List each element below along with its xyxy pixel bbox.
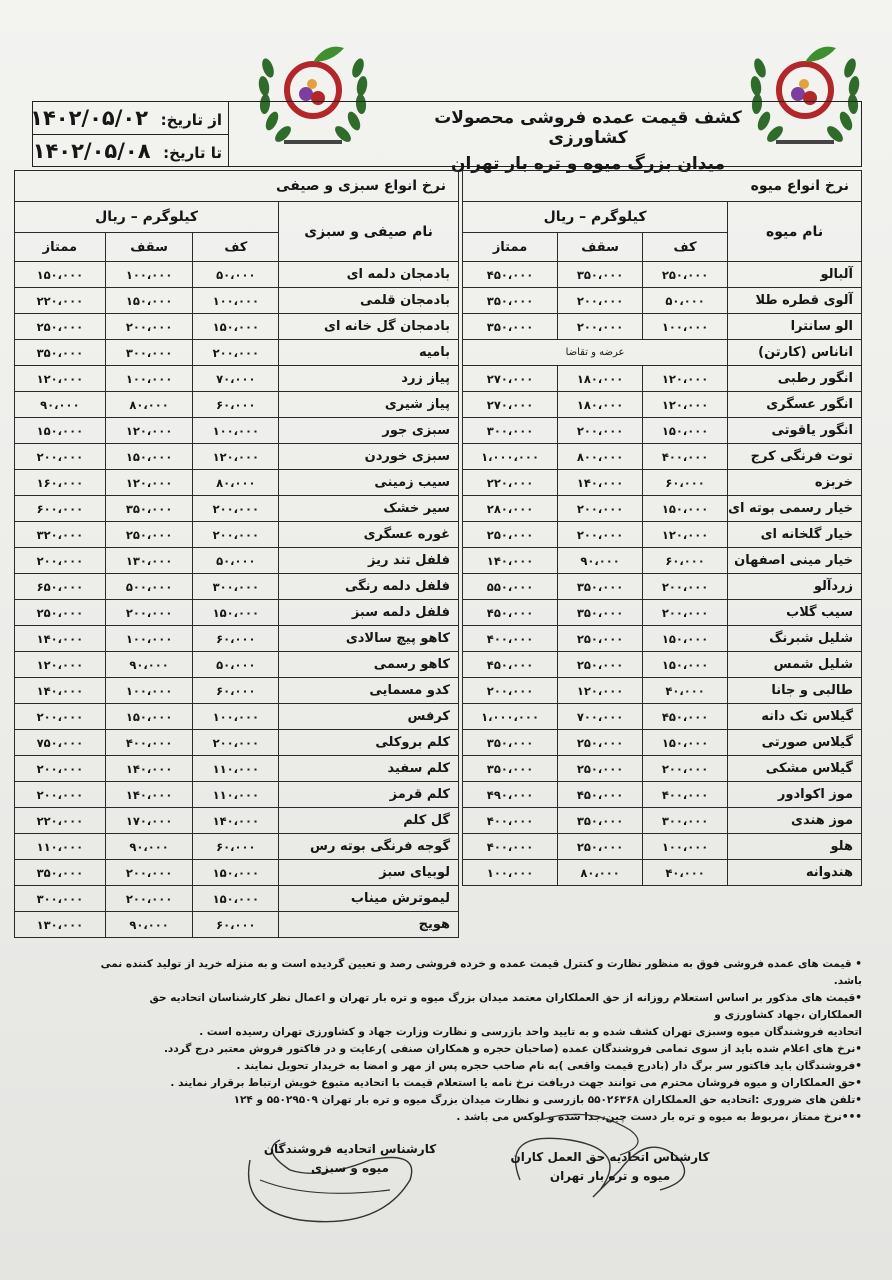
veg-price-premium-cell: ۳۰۰،۰۰۰ [15, 886, 106, 912]
fruit-price-premium-cell: ۱۴۰،۰۰۰ [463, 548, 558, 574]
fruit-price-min-cell: ۱۵۰،۰۰۰ [643, 730, 728, 756]
fruit-price-premium-cell: ۲۸۰،۰۰۰ [463, 496, 558, 522]
fruit-name-cell: موز هندی [728, 808, 862, 834]
veg-price-min-cell: ۱۵۰،۰۰۰ [193, 314, 279, 340]
fruit-table-row [463, 704, 862, 730]
veg-name-cell: سبزی خوردن [279, 444, 459, 470]
veg-price-max-cell: ۱۵۰،۰۰۰ [105, 444, 193, 470]
fruit-table-row [463, 756, 862, 782]
fruit-price-max-cell: ۷۰۰،۰۰۰ [558, 704, 643, 730]
veg-name-cell: گل کلم [279, 808, 459, 834]
fruit-name-cell: توت فرنگی کرج [728, 444, 862, 470]
veg-table-row [15, 522, 459, 548]
fruit-name-cell: گیلاس مشکی [728, 756, 862, 782]
report-title [413, 108, 763, 174]
footnote-line: • قیمت های عمده فروشی فوق به منظور نظارت و کنترل قیمت عمده و خرده فروشی رصد و تعیین گردیده است و به منزله خرید از تولید کننده نمی باشد. [100, 958, 862, 987]
veg-table-row [15, 678, 459, 704]
fruit-name-cell: آلوی قطره طلا [728, 288, 862, 314]
fruit-price-max-cell: ۲۰۰،۰۰۰ [558, 496, 643, 522]
veg-price-min-cell: ۶۰،۰۰۰ [193, 834, 279, 860]
fruit-price-min-cell: ۲۰۰،۰۰۰ [643, 574, 728, 600]
veg-price-max-cell: ۱۰۰،۰۰۰ [105, 262, 193, 288]
date-range [30, 102, 229, 166]
fruit-price-premium-cell: ۲۰۰،۰۰۰ [463, 678, 558, 704]
fruit-price-premium-cell: ۴۹۰،۰۰۰ [463, 782, 558, 808]
fruit-price-min-cell: ۱۲۰،۰۰۰ [643, 522, 728, 548]
fruit-price-min-cell: ۱۵۰،۰۰۰ [643, 652, 728, 678]
footnote-line: •حق العملکاران و میوه فروشان محترم می توانند جهت دریافت نرخ نامه یا استعلام قیمت با اتحادیه متبوع خویش ارتباط برقرار نمایند . [170, 1077, 862, 1089]
veg-price-min-cell: ۲۰۰،۰۰۰ [193, 496, 279, 522]
signature-right-line-2: میوه و تره بار تهران [549, 1169, 671, 1183]
veg-price-premium-cell: ۱۲۰،۰۰۰ [15, 366, 106, 392]
fruit-price-min-cell: ۵۰،۰۰۰ [643, 288, 728, 314]
veg-price-min-cell: ۱۰۰،۰۰۰ [193, 418, 279, 444]
fruit-table-row [463, 522, 862, 548]
fruit-col-min: کف [643, 233, 728, 262]
veg-name-cell: سیب زمینی [279, 470, 459, 496]
fruit-price-max-cell: ۲۵۰،۰۰۰ [558, 834, 643, 860]
veg-table-row [15, 860, 459, 886]
veg-table-row [15, 314, 459, 340]
veg-table-row [15, 496, 459, 522]
fruit-table-row [463, 730, 862, 756]
fruit-price-min-cell: ۱۲۰،۰۰۰ [643, 366, 728, 392]
fruit-table-row [463, 366, 862, 392]
veg-name-cell: سبزی جور [279, 418, 459, 444]
fruit-table-row [463, 418, 862, 444]
fruit-price-premium-cell: ۲۷۰،۰۰۰ [463, 366, 558, 392]
veg-price-max-cell: ۱۰۰،۰۰۰ [105, 678, 193, 704]
fruit-price-premium-cell: ۴۵۰،۰۰۰ [463, 600, 558, 626]
veg-name-cell: هویج [279, 912, 459, 938]
veg-price-max-cell: ۵۰۰،۰۰۰ [105, 574, 193, 600]
veg-table-row [15, 626, 459, 652]
title-line-1: کشف قیمت عمده فروشی محصولات کشاورزی [434, 108, 742, 148]
fruit-price-min-cell: ۱۲۰،۰۰۰ [643, 392, 728, 418]
veg-price-min-cell: ۱۵۰،۰۰۰ [193, 860, 279, 886]
veg-table-row [15, 600, 459, 626]
fruit-price-premium-cell: ۱،۰۰۰،۰۰۰ [463, 444, 558, 470]
veg-price-max-cell: ۲۰۰،۰۰۰ [105, 886, 193, 912]
footnote-line: •••نرخ ممتاز ،مربوط به میوه و تره بار دست چین،جدا شده و لوکس می باشد . [456, 1111, 862, 1123]
fruit-price-max-cell: ۲۰۰،۰۰۰ [558, 288, 643, 314]
fruit-price-premium-cell: ۲۷۰،۰۰۰ [463, 392, 558, 418]
fruit-price-max-cell: ۳۵۰،۰۰۰ [558, 262, 643, 288]
veg-name-cell: بادمجان قلمی [279, 288, 459, 314]
veg-price-max-cell: ۱۵۰،۰۰۰ [105, 288, 193, 314]
fruit-price-premium-cell: ۴۵۰،۰۰۰ [463, 652, 558, 678]
veg-price-max-cell: ۱۴۰،۰۰۰ [105, 756, 193, 782]
fruit-table-row [463, 314, 862, 340]
fruit-price-max-cell: ۳۵۰،۰۰۰ [558, 600, 643, 626]
fruit-price-premium-cell: ۳۵۰،۰۰۰ [463, 756, 558, 782]
veg-price-premium-cell: ۱۲۰،۰۰۰ [15, 652, 106, 678]
fruit-price-max-cell: ۱۴۰،۰۰۰ [558, 470, 643, 496]
fruit-price-min-cell: ۲۰۰،۰۰۰ [643, 600, 728, 626]
veg-name-cell: لوبیای سبز [279, 860, 459, 886]
footnote-line: •نرخ های اعلام شده باید از سوی تمامی فروشندگان عمده (صاحبان حجره و همکاران صنفی )رعایت و در فاکتور فروش معتبر درج گردد. [163, 1043, 862, 1055]
veg-unit-header: کیلوگرم – ریال [15, 202, 279, 233]
veg-price-min-cell: ۳۰۰،۰۰۰ [193, 574, 279, 600]
fruit-table-row [463, 626, 862, 652]
veg-price-min-cell: ۱۱۰،۰۰۰ [193, 782, 279, 808]
fruit-price-premium-cell: ۱۰۰،۰۰۰ [463, 860, 558, 886]
veg-price-max-cell: ۲۰۰،۰۰۰ [105, 600, 193, 626]
fruit-table-row [463, 860, 862, 886]
fruit-merged-price-cell: عرضه و تقاضا [463, 340, 728, 366]
veg-table-body [15, 262, 459, 938]
report-header [30, 101, 862, 174]
fruit-price-max-cell: ۴۵۰،۰۰۰ [558, 782, 643, 808]
fruit-price-premium-cell: ۳۵۰،۰۰۰ [463, 314, 558, 340]
veg-table-row [15, 834, 459, 860]
fruit-price-max-cell: ۹۰،۰۰۰ [558, 548, 643, 574]
fruit-price-min-cell: ۴۰۰،۰۰۰ [643, 782, 728, 808]
veg-price-premium-cell: ۲۵۰،۰۰۰ [15, 314, 106, 340]
fruit-price-max-cell: ۲۰۰،۰۰۰ [558, 418, 643, 444]
fruit-price-max-cell: ۱۸۰،۰۰۰ [558, 366, 643, 392]
fruit-price-premium-cell: ۲۲۰،۰۰۰ [463, 470, 558, 496]
veg-price-max-cell: ۹۰،۰۰۰ [105, 834, 193, 860]
veg-name-cell: بامیه [279, 340, 459, 366]
to-date-row [33, 135, 228, 167]
fruit-price-min-cell: ۶۰،۰۰۰ [643, 548, 728, 574]
from-date-value: ۱۴۰۲/۰۵/۰۲ [30, 106, 149, 130]
fruit-name-cell: طالبی و جانا [728, 678, 862, 704]
fruit-price-premium-cell: ۴۰۰،۰۰۰ [463, 626, 558, 652]
fruit-price-max-cell: ۱۲۰،۰۰۰ [558, 678, 643, 704]
veg-name-header: نام صیفی و سبزی [279, 202, 459, 262]
fruit-price-max-cell: ۲۰۰،۰۰۰ [558, 522, 643, 548]
fruit-price-max-cell: ۲۵۰،۰۰۰ [558, 626, 643, 652]
veg-name-cell: لیموترش میناب [279, 886, 459, 912]
fruit-price-premium-cell: ۱،۰۰۰،۰۰۰ [463, 704, 558, 730]
veg-col-max: سقف [105, 233, 193, 262]
veg-table-row [15, 782, 459, 808]
fruit-name-cell: خیار گلخانه ای [728, 522, 862, 548]
veg-name-cell: فلفل دلمه سبز [279, 600, 459, 626]
fruit-price-premium-cell: ۳۰۰،۰۰۰ [463, 418, 558, 444]
veg-price-max-cell: ۲۰۰،۰۰۰ [105, 314, 193, 340]
fruit-name-cell: آلبالو [728, 262, 862, 288]
veg-name-cell: کلم بروکلی [279, 730, 459, 756]
fruit-price-min-cell: ۴۰،۰۰۰ [643, 860, 728, 886]
fruit-price-min-cell: ۴۰،۰۰۰ [643, 678, 728, 704]
fruit-table-row [463, 548, 862, 574]
veg-price-max-cell: ۳۰۰،۰۰۰ [105, 340, 193, 366]
veg-price-min-cell: ۶۰،۰۰۰ [193, 626, 279, 652]
veg-table-row [15, 366, 459, 392]
veg-col-min: کف [193, 233, 279, 262]
veg-price-max-cell: ۱۰۰،۰۰۰ [105, 626, 193, 652]
fruit-name-cell: اناناس (کارتن) [728, 340, 862, 366]
fruit-table-row [463, 340, 862, 366]
veg-price-premium-cell: ۱۱۰،۰۰۰ [15, 834, 106, 860]
veg-price-min-cell: ۲۰۰،۰۰۰ [193, 340, 279, 366]
veg-price-min-cell: ۱۱۰،۰۰۰ [193, 756, 279, 782]
fruit-price-min-cell: ۳۰۰،۰۰۰ [643, 808, 728, 834]
veg-name-cell: کدو مسمایی [279, 678, 459, 704]
veg-table-row [15, 704, 459, 730]
fruit-price-max-cell: ۸۰۰،۰۰۰ [558, 444, 643, 470]
veg-price-min-cell: ۲۰۰،۰۰۰ [193, 522, 279, 548]
veg-price-min-cell: ۵۰،۰۰۰ [193, 262, 279, 288]
veg-price-premium-cell: ۱۵۰،۰۰۰ [15, 262, 106, 288]
veg-price-premium-cell: ۱۳۰،۰۰۰ [15, 912, 106, 938]
veg-name-cell: پیاز زرد [279, 366, 459, 392]
veg-price-max-cell: ۱۳۰،۰۰۰ [105, 548, 193, 574]
fruit-price-max-cell: ۲۵۰،۰۰۰ [558, 730, 643, 756]
fruit-table-row [463, 652, 862, 678]
fruit-name-cell: خیار مینی اصفهان [728, 548, 862, 574]
fruit-price-premium-cell: ۳۵۰،۰۰۰ [463, 288, 558, 314]
fruit-table-row [463, 262, 862, 288]
fruit-price-premium-cell: ۵۵۰،۰۰۰ [463, 574, 558, 600]
fruit-name-header: نام میوه [728, 202, 862, 262]
fruit-price-min-cell: ۱۰۰،۰۰۰ [643, 834, 728, 860]
fruit-price-min-cell: ۲۰۰،۰۰۰ [643, 756, 728, 782]
veg-price-premium-cell: ۱۵۰،۰۰۰ [15, 418, 106, 444]
veg-price-max-cell: ۲۵۰،۰۰۰ [105, 522, 193, 548]
veg-price-max-cell: ۴۰۰،۰۰۰ [105, 730, 193, 756]
fruit-price-min-cell: ۲۵۰،۰۰۰ [643, 262, 728, 288]
to-date-value: ۱۴۰۲/۰۵/۰۸ [32, 139, 151, 163]
veg-name-cell: کلم سفید [279, 756, 459, 782]
veg-table-row [15, 392, 459, 418]
fruit-name-cell: انگور یاقوتی [728, 418, 862, 444]
veg-price-premium-cell: ۲۰۰،۰۰۰ [15, 756, 106, 782]
veg-price-premium-cell: ۲۰۰،۰۰۰ [15, 444, 106, 470]
fruit-table-row [463, 834, 862, 860]
footnote-line: •تلفن های ضروری :اتحادیه حق العملکاران ۵۵۰۲۶۳۶۸ بازرسی و نظارت میدان بزرگ میوه و تره بار تهران ۵۵۰۲۹۵۰۹ و ۱۲۴ [233, 1094, 862, 1106]
fruit-price-min-cell: ۶۰،۰۰۰ [643, 470, 728, 496]
fruit-unit-header: کیلوگرم – ریال [463, 202, 728, 233]
veg-price-premium-cell: ۲۵۰،۰۰۰ [15, 600, 106, 626]
veg-price-premium-cell: ۱۶۰،۰۰۰ [15, 470, 106, 496]
veg-table-row [15, 756, 459, 782]
fruit-price-min-cell: ۱۵۰،۰۰۰ [643, 496, 728, 522]
fruit-name-cell: خربزه [728, 470, 862, 496]
veg-price-min-cell: ۱۲۰،۰۰۰ [193, 444, 279, 470]
veg-price-premium-cell: ۳۵۰،۰۰۰ [15, 340, 106, 366]
veg-price-min-cell: ۵۰،۰۰۰ [193, 652, 279, 678]
veg-price-min-cell: ۶۰،۰۰۰ [193, 392, 279, 418]
signature-block-commission-agents [500, 1148, 720, 1186]
veg-price-min-cell: ۶۰،۰۰۰ [193, 678, 279, 704]
veg-name-cell: کلم قرمز [279, 782, 459, 808]
fruit-price-premium-cell: ۳۵۰،۰۰۰ [463, 730, 558, 756]
signature-scribble-left [230, 1120, 430, 1240]
veg-name-cell: کرفس [279, 704, 459, 730]
fruit-price-min-cell: ۱۰۰،۰۰۰ [643, 314, 728, 340]
veg-price-min-cell: ۱۰۰،۰۰۰ [193, 288, 279, 314]
fruit-price-min-cell: ۱۵۰،۰۰۰ [643, 626, 728, 652]
veg-table-row [15, 418, 459, 444]
veg-table-row [15, 262, 459, 288]
veg-price-max-cell: ۸۰،۰۰۰ [105, 392, 193, 418]
veg-price-premium-cell: ۲۲۰،۰۰۰ [15, 288, 106, 314]
veg-table-row [15, 808, 459, 834]
fruit-name-cell: زردآلو [728, 574, 862, 600]
veg-name-cell: فلفل تند ریز [279, 548, 459, 574]
footnote-line: •فروشندگان باید فاکتور سر برگ دار (بادرج قیمت واقعی )به نام صاحب حجره پس از مهر و امضا به خریدار تحویل نمایند . [236, 1060, 862, 1072]
veg-name-cell: فلفل دلمه رنگی [279, 574, 459, 600]
fruit-name-cell: الو سانترا [728, 314, 862, 340]
veg-price-premium-cell: ۱۴۰،۰۰۰ [15, 626, 106, 652]
veg-price-min-cell: ۵۰،۰۰۰ [193, 548, 279, 574]
fruit-price-premium-cell: ۴۰۰،۰۰۰ [463, 834, 558, 860]
veg-price-premium-cell: ۲۰۰،۰۰۰ [15, 782, 106, 808]
veg-price-premium-cell: ۲۰۰،۰۰۰ [15, 704, 106, 730]
veg-price-max-cell: ۱۲۰،۰۰۰ [105, 470, 193, 496]
veg-section-title: نرخ انواع سبزی و صیفی [15, 171, 459, 202]
veg-table-row [15, 886, 459, 912]
veg-price-max-cell: ۹۰،۰۰۰ [105, 652, 193, 678]
veg-price-premium-cell: ۳۵۰،۰۰۰ [15, 860, 106, 886]
fruit-name-cell: شلیل شبرنگ [728, 626, 862, 652]
fruit-name-cell: خیار رسمی بوته ای [728, 496, 862, 522]
veg-table-row [15, 444, 459, 470]
fruit-name-cell: سیب گلاب [728, 600, 862, 626]
veg-price-max-cell: ۹۰،۰۰۰ [105, 912, 193, 938]
fruit-section-title: نرخ انواع میوه [463, 171, 862, 202]
veg-name-cell: بادمجان دلمه ای [279, 262, 459, 288]
veg-price-max-cell: ۱۵۰،۰۰۰ [105, 704, 193, 730]
fruit-table-row [463, 392, 862, 418]
fruit-table-row [463, 678, 862, 704]
fruit-price-max-cell: ۳۵۰،۰۰۰ [558, 574, 643, 600]
fruit-name-cell: انگور عسگری [728, 392, 862, 418]
veg-price-max-cell: ۱۲۰،۰۰۰ [105, 418, 193, 444]
veg-name-cell: غوره عسگری [279, 522, 459, 548]
fruit-price-min-cell: ۴۵۰،۰۰۰ [643, 704, 728, 730]
veg-name-cell: کاهو پیچ سالادی [279, 626, 459, 652]
fruit-table-body [463, 262, 862, 886]
veg-name-cell: پیاز شیری [279, 392, 459, 418]
veg-price-premium-cell: ۷۵۰،۰۰۰ [15, 730, 106, 756]
fruit-name-cell: گیلاس تک دانه [728, 704, 862, 730]
veg-col-premium: ممتاز [15, 233, 106, 262]
veg-price-min-cell: ۱۰۰،۰۰۰ [193, 704, 279, 730]
veg-table-row [15, 574, 459, 600]
to-date-label: تا تاریخ: [163, 144, 222, 162]
signature-left-line-2: میوه و سبزی [311, 1161, 389, 1175]
fruit-col-premium: ممتاز [463, 233, 558, 262]
fruit-name-cell: انگور رطبی [728, 366, 862, 392]
veg-price-min-cell: ۱۵۰،۰۰۰ [193, 600, 279, 626]
footnote-line: اتحادیه فروشندگان میوه وسبزی تهران کشف شده و به تایید واحد بازرسی و نظارت وزارت جهاد و کشاورزی تهران رسیده است . [199, 1026, 862, 1038]
veg-table-row [15, 652, 459, 678]
fruit-name-cell: هندوانه [728, 860, 862, 886]
title-line-2: میدان بزرگ میوه و تره بار تهران [450, 154, 726, 174]
veg-table-row [15, 340, 459, 366]
veg-name-cell: گوجه فرنگی بوته رس [279, 834, 459, 860]
fruit-table-row [463, 808, 862, 834]
fruit-name-cell: گیلاس صورتی [728, 730, 862, 756]
veg-table-row [15, 470, 459, 496]
fruit-price-premium-cell: ۴۰۰،۰۰۰ [463, 808, 558, 834]
veg-price-max-cell: ۳۵۰،۰۰۰ [105, 496, 193, 522]
veg-price-max-cell: ۲۰۰،۰۰۰ [105, 860, 193, 886]
veg-price-min-cell: ۷۰،۰۰۰ [193, 366, 279, 392]
signature-block-sellers-union [250, 1140, 450, 1178]
veg-price-premium-cell: ۳۲۰،۰۰۰ [15, 522, 106, 548]
veg-price-premium-cell: ۶۰۰،۰۰۰ [15, 496, 106, 522]
vegetable-price-table [14, 170, 459, 938]
veg-price-max-cell: ۱۴۰،۰۰۰ [105, 782, 193, 808]
signature-right-line-1: کارشناس اتحادیه حق العمل کاران [510, 1150, 710, 1164]
veg-name-cell: سیر خشک [279, 496, 459, 522]
from-date-label: از تاریخ: [160, 111, 222, 129]
veg-price-max-cell: ۱۷۰،۰۰۰ [105, 808, 193, 834]
veg-table-row [15, 548, 459, 574]
fruit-table-row [463, 600, 862, 626]
fruit-price-max-cell: ۸۰،۰۰۰ [558, 860, 643, 886]
veg-price-premium-cell: ۲۲۰،۰۰۰ [15, 808, 106, 834]
veg-price-min-cell: ۸۰،۰۰۰ [193, 470, 279, 496]
signature-left-line-1: کارشناس اتحادیه فروشندگان [263, 1142, 437, 1156]
fruit-price-max-cell: ۲۵۰،۰۰۰ [558, 756, 643, 782]
veg-price-max-cell: ۱۰۰،۰۰۰ [105, 366, 193, 392]
fruit-price-max-cell: ۲۰۰،۰۰۰ [558, 314, 643, 340]
veg-price-min-cell: ۱۵۰،۰۰۰ [193, 886, 279, 912]
fruit-price-min-cell: ۴۰۰،۰۰۰ [643, 444, 728, 470]
veg-price-min-cell: ۲۰۰،۰۰۰ [193, 730, 279, 756]
fruit-price-table [462, 170, 862, 886]
fruit-table-row [463, 444, 862, 470]
fruit-table-row [463, 470, 862, 496]
fruit-price-premium-cell: ۴۵۰،۰۰۰ [463, 262, 558, 288]
fruit-table-row [463, 496, 862, 522]
veg-price-premium-cell: ۹۰،۰۰۰ [15, 392, 106, 418]
veg-table-row [15, 288, 459, 314]
fruit-price-max-cell: ۲۵۰،۰۰۰ [558, 652, 643, 678]
fruit-name-cell: هلو [728, 834, 862, 860]
fruit-table-row [463, 782, 862, 808]
fruit-table-row [463, 288, 862, 314]
veg-name-cell: کاهو رسمی [279, 652, 459, 678]
fruit-table-row [463, 574, 862, 600]
veg-price-premium-cell: ۱۴۰،۰۰۰ [15, 678, 106, 704]
fruit-price-min-cell: ۱۵۰،۰۰۰ [643, 418, 728, 444]
veg-table-row [15, 912, 459, 938]
veg-name-cell: بادمجان گل خانه ای [279, 314, 459, 340]
veg-price-min-cell: ۶۰،۰۰۰ [193, 912, 279, 938]
fruit-col-max: سقف [558, 233, 643, 262]
veg-price-min-cell: ۱۴۰،۰۰۰ [193, 808, 279, 834]
fruit-name-cell: شلیل شمس [728, 652, 862, 678]
footnote-line: •قیمت های مذکور بر اساس استعلام روزانه از حق العملکاران معتمد میدان بزرگ میوه و تره بار تهران و اعمال نظر کارشناسان اتحادیه حق العملکاران ،جهاد کشاورزی و [149, 992, 862, 1021]
fruit-price-max-cell: ۳۵۰،۰۰۰ [558, 808, 643, 834]
from-date-row [30, 102, 228, 135]
fruit-price-max-cell: ۱۸۰،۰۰۰ [558, 392, 643, 418]
fruit-price-premium-cell: ۲۵۰،۰۰۰ [463, 522, 558, 548]
veg-price-premium-cell: ۲۰۰،۰۰۰ [15, 548, 106, 574]
fruit-name-cell: موز اکوادور [728, 782, 862, 808]
veg-table-row [15, 730, 459, 756]
veg-price-premium-cell: ۶۵۰،۰۰۰ [15, 574, 106, 600]
